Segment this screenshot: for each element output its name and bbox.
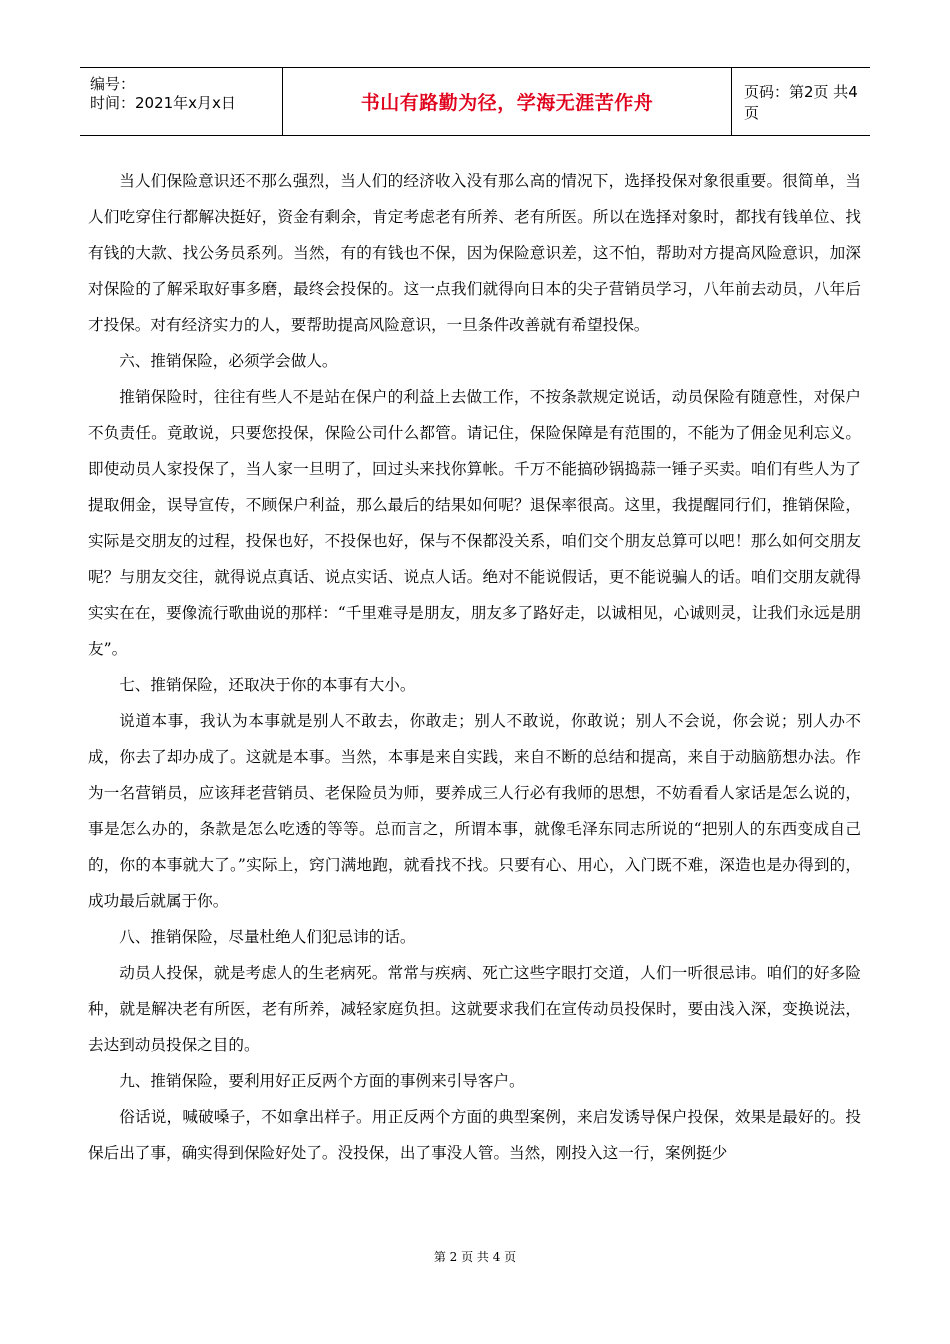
header-table: [80, 67, 870, 136]
date-label: 时间：2021年x月x日: [90, 94, 236, 112]
motto: 书山有路勤为径，学海无涯苦作舟: [360, 92, 654, 114]
paragraph: 推销保险时，往往有些人不是站在保户的利益上去做工作，不按条款规定说话，动员保险有随意性，对保户不负责任。竟敢说，只要您投保，保险公司什么都管。请记住，保险保障是有范围的，不能为了佣金见利忘义。即使动员人家投保了，当人家一旦明了，回过头来找你算帐。千万不能搞砂锅捣蒜一锤子买卖。咱们有些人为了提取佣金，误导宣传，不顾保户利益，那么最后的结果如何呢？退保率很高。这里，我提醒同行们，推销保险，实际是交朋友的过程，投保也好，不投保也好，保与不保都没关系，咱们交个朋友总算可以吧！那么如何交朋友呢？与朋友交往，就得说点真话、说点实话、说点人话。绝对不能说假话，更不能说骗人的话。咱们交朋友就得实实在在，要像流行歌曲说的那样：“千里难寻是朋友，朋友多了路好走，以诚相见，心诚则灵，让我们永远是朋友”。: [88, 388, 861, 658]
header-left-cell: [80, 68, 283, 135]
page-info: 页码：第2页 共4页: [744, 82, 858, 122]
section-heading-6: 六、推销保险，必须学会做人。: [119, 352, 338, 370]
document-body: [88, 163, 861, 1171]
paragraph: 说道本事，我认为本事就是别人不敢去，你敢走；别人不敢说，你敢说；别人不会说，你会说；别人办不成，你去了却办成了。这就是本事。当然，本事是来自实践，来自不断的总结和提高，来自于动脑筋想办法。作为一名营销员，应该拜老营销员、老保险员为师，要养成三人行必有我师的思想，不妨看看人家话是怎么说的，事是怎么办的，条款是怎么吃透的等等。总而言之，所谓本事，就像毛泽东同志所说的“把别人的东西变成自己的，你的本事就大了。”实际上，窍门满地跑，就看找不找。只要有心、用心，入门既不难，深造也是办得到的，成功最后就属于你。: [88, 712, 861, 910]
number-label: 编号：: [90, 75, 136, 93]
header-motto-cell: [283, 68, 732, 135]
paragraph: 俗话说，喊破嗓子，不如拿出样子。用正反两个方面的典型案例，来启发诱导保户投保，效果是最好的。投保后出了事，确实得到保险好处了。没投保，出了事没人管。当然，刚投入这一行，案例挺少: [88, 1108, 861, 1162]
paragraph: 当人们保险意识还不那么强烈，当人们的经济收入没有那么高的情况下，选择投保对象很重要。很简单，当人们吃穿住行都解决挺好，资金有剩余，肯定考虑老有所养、老有所医。所以在选择对象时，都找有钱单位、找有钱的大款、找公务员系列。当然，有的有钱也不保，因为保险意识差，这不怕，帮助对方提高风险意识，加深对保险的了解采取好事多磨，最终会投保的。这一点我们就得向日本的尖子营销员学习，八年前去动员，八年后才投保。对有经济实力的人，要帮助提高风险意识，一旦条件改善就有希望投保。: [88, 172, 861, 334]
page-footer: 第 2 页 共 4 页: [433, 1250, 517, 1264]
section-heading-8: 八、推销保险，尽量杜绝人们犯忌讳的话。: [119, 928, 416, 946]
section-heading-9: 九、推销保险，要利用好正反两个方面的事例来引导客户。: [119, 1072, 525, 1090]
paragraph: 动员人投保，就是考虑人的生老病死。常常与疾病、死亡这些字眼打交道，人们一听很忌讳。咱们的好多险种，就是解决老有所医，老有所养，减轻家庭负担。这就要求我们在宣传动员投保时，要由浅入深，变换说法，去达到动员投保之目的。: [88, 964, 861, 1054]
header-page-cell: [732, 68, 870, 135]
section-heading-7: 七、推销保险，还取决于你的本事有大小。: [119, 676, 416, 694]
